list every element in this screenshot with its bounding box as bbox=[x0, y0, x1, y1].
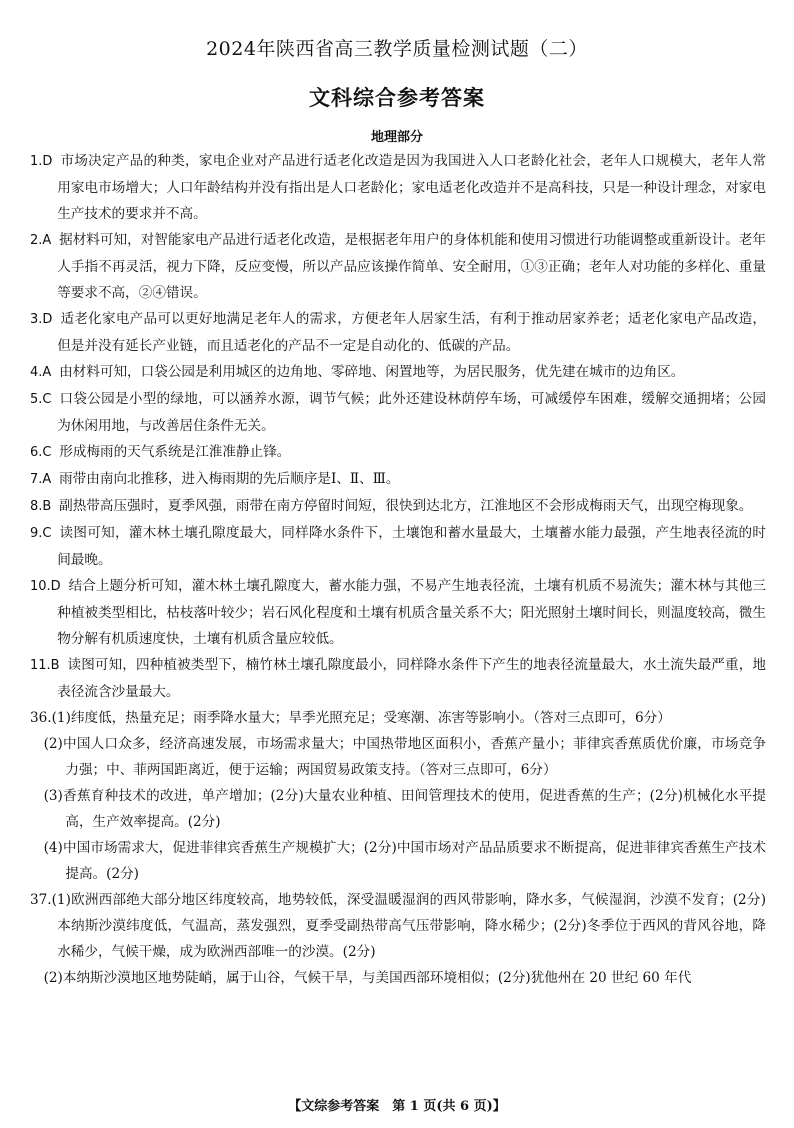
answer-text: 市场决定产品的种类，家电企业对产品进行适老化改造是因为我国进入人口老龄化社会，老年人口规模大，老年人常用家电市场增大；人口年龄结构并没有指出是人口老龄化；家电适老化改造并不是高科技，只是一种设计理念，对家电生产技术的要求并不高。 bbox=[57, 153, 766, 222]
answer-text: 适老化家电产品可以更好地满足老年人的需求，方便老年人居家生活，有利于推动居家养老；适老化家电产品改造，但是并没有延长产业链，而且适老化的产品不一定是自动化的、低碳的产品。 bbox=[57, 311, 766, 354]
answer-label: 1.D bbox=[30, 154, 53, 169]
answer-item-7 bbox=[30, 466, 766, 493]
answer-label: 8.B bbox=[30, 499, 52, 514]
answer-label: 2.A bbox=[30, 233, 52, 248]
answer-item-37-part-2: (2)本纳斯沙漠地区地势陡峭，属于山谷，气候干旱，与美国西部环境相似；(2分)犹他州在 20 世纪 60 年代 bbox=[43, 970, 692, 986]
answer-text: 读图可知，灌木林土壤孔隙度最大，同样降水条件下，土壤饱和蓄水量最大，土壤蓄水能力最强，产生地表径流的时间最晚。 bbox=[57, 525, 766, 568]
answer-label: 11.B bbox=[30, 658, 60, 673]
answer-label: 10.D bbox=[30, 579, 61, 594]
answer-label: 5.C bbox=[30, 392, 52, 407]
answer-item-36-part-4: (4)中国市场需求大，促进菲律宾香蕉生产规模扩大；(2分)中国市场对产品品质要求不断提高，促进菲律宾香蕉生产技术提高。(2分) bbox=[43, 840, 766, 882]
document-title: 2024年陕西省高三教学质量检测试题（二） bbox=[206, 38, 588, 60]
answer-text: 结合上题分析可知，灌木林土壤孔隙度大，蓄水能力强，不易产生地表径流，土壤有机质不易流失；灌木林与其他三种植被类型相比，枯枝落叶较少；岩石风化程度和土壤有机质含量关系不大；阳光照射土壤时间长，则温度较高，微生物分解有机质速度快，土壤有机质含量应较低。 bbox=[57, 578, 766, 647]
answer-item-36-part-1 bbox=[30, 705, 766, 731]
answer-item-9 bbox=[30, 520, 766, 573]
answer-text: 据材料可知，对智能家电产品进行适老化改造，是根据老年用户的身体机能和使用习惯进行功能调整或重新设计。老年人手指不再灵活，视力下降，反应变慢，所以产品应该操作简单、安全耐用，①③正确；老年人对功能的多样化、重量等要求不高，②④错误。 bbox=[57, 232, 766, 301]
answer-label: 4.A bbox=[30, 365, 52, 380]
answer-text: (1)欧洲西部绝大部分地区纬度较高，地势较低，深受温暖湿润的西风带影响，降水多，气候湿润，沙漠不发育；(2分)本纳斯沙漠纬度低，气温高，蒸发强烈，夏季受副热带高气压带影响，降水稀少；(2分)冬季位于西风的背风谷地，降水稀少，气候干燥，成为欧洲西部唯一的沙漠。(2分) bbox=[51, 892, 766, 960]
answer-text: 口袋公园是小型的绿地，可以涵养水源，调节气候；此外还建设林荫停车场，可减缓停车困难，缓解交通拥堵；公园为休闲用地，与改善居住条件无关。 bbox=[57, 391, 766, 434]
answer-item-36-part-3: (3)香蕉育种技术的改进，单产增加；(2分)大量农业种植、田间管理技术的使用，促进香蕉的生产；(2分)机械化水平提高，生产效率提高。(2分) bbox=[43, 788, 766, 830]
answer-item-8 bbox=[30, 493, 766, 520]
answer-item-1 bbox=[30, 148, 766, 227]
answer-label: 37. bbox=[30, 892, 52, 908]
answer-text: 由材料可知，口袋公园是利用城区的边角地、零碎地、闲置地等，为居民服务，优先建在城市的边角区。 bbox=[59, 364, 685, 380]
answer-text: 副热带高压强时，夏季风强，雨带在南方停留时间短，很快到达北方，江淮地区不会形成梅雨天气，出现空梅现象。 bbox=[59, 498, 753, 514]
answer-label: 36. bbox=[30, 710, 52, 726]
answer-text: 形成梅雨的天气系统是江淮准静止锋。 bbox=[59, 444, 291, 460]
answer-label: 3.D bbox=[30, 312, 53, 327]
answer-label: 9.C bbox=[30, 526, 52, 541]
answer-item-36-part-2: (2)中国人口众多，经济高速发展，市场需求量大；中国热带地区面积小，香蕉产量小；菲律宾香蕉质优价廉，市场竞争力强；中、菲两国距离近，便于运输；两国贸易政策支持。（答对三点即可，6分） bbox=[43, 736, 766, 778]
answer-item-4 bbox=[30, 359, 766, 386]
answer-label: 7.A bbox=[30, 472, 52, 487]
answer-item-37-part-1 bbox=[30, 887, 766, 965]
section-heading: 地理部分 bbox=[370, 130, 423, 145]
answer-content bbox=[30, 148, 766, 991]
answer-item-5 bbox=[30, 386, 766, 439]
answer-item-10 bbox=[30, 573, 766, 652]
document-subtitle: 文科综合参考答案 bbox=[309, 85, 485, 110]
answer-text: 雨带由南向北推移，进入梅雨期的先后顺序是Ⅰ、Ⅱ、Ⅲ。 bbox=[59, 471, 400, 487]
answer-text: 读图可知，四种植被类型下，楠竹林土壤孔隙度最小，同样降水条件下产生的地表径流量最大，水土流失最严重，地表径流含沙量最大。 bbox=[57, 657, 766, 700]
answer-label: 6.C bbox=[30, 445, 52, 460]
answer-item-6 bbox=[30, 439, 766, 466]
answer-item-11 bbox=[30, 652, 766, 705]
answer-item-2 bbox=[30, 227, 766, 306]
answer-text: (1)纬度低，热量充足；雨季降水量大；旱季光照充足；受寒潮、冻害等影响小。（答对三点即可，6分） bbox=[51, 710, 671, 726]
page-footer: 【文综参考答案 第 1 页(共 6 页)】 bbox=[288, 1099, 506, 1114]
answer-item-3 bbox=[30, 306, 766, 359]
